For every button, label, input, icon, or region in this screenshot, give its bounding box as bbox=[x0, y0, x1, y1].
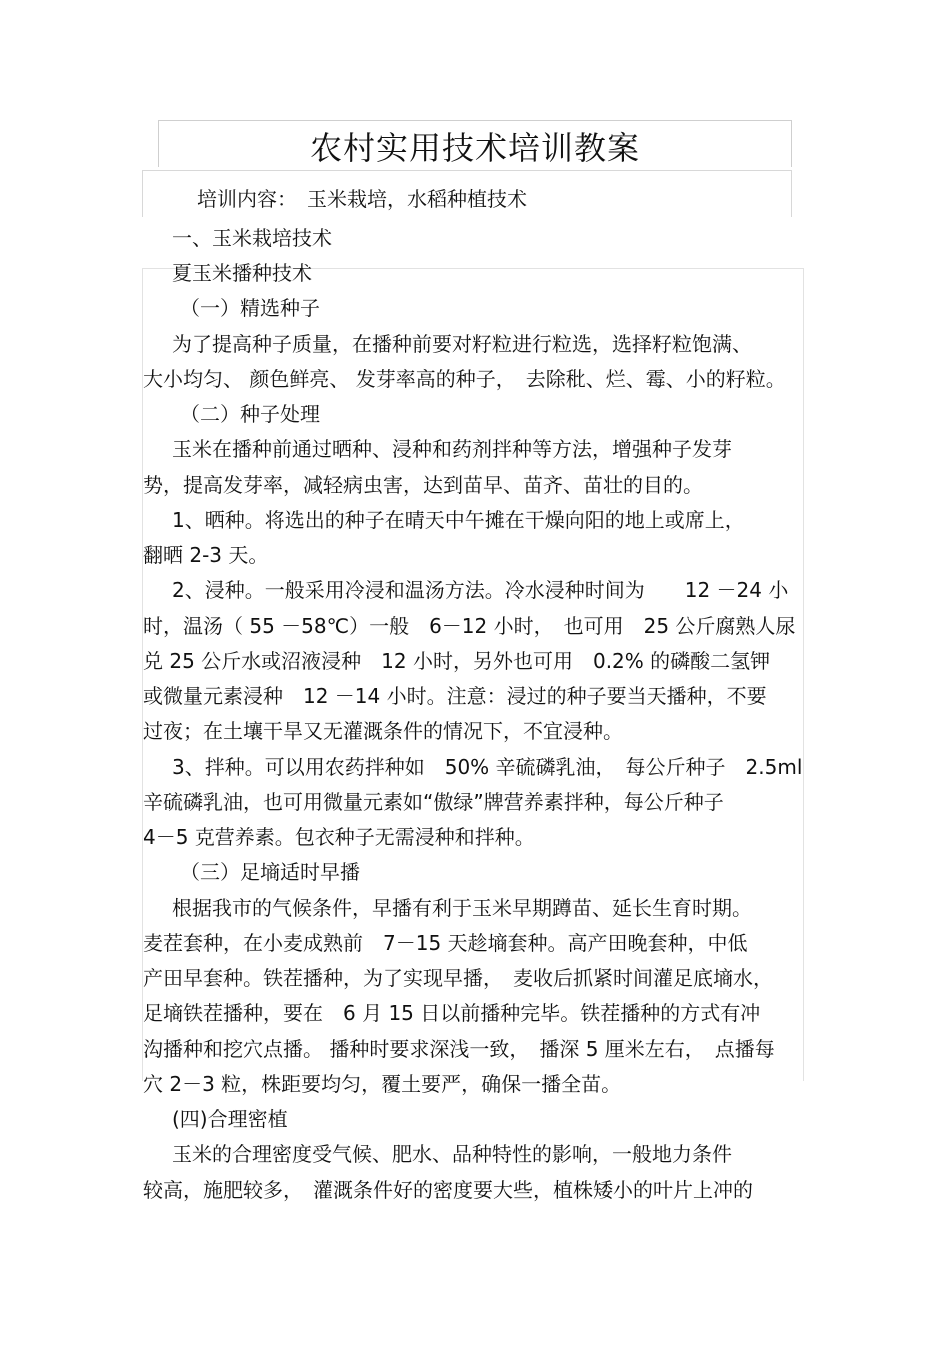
paragraph-line: 大小均匀、 颜色鲜亮、 发芽率高的种子， 去除秕、烂、霉、小的籽粒。 bbox=[143, 367, 786, 391]
subtitle-frame bbox=[142, 170, 792, 217]
paragraph-line: 足墒铁茬播种，要在 6 月 15 日以前播种完毕。铁茬播种的方式有冲 bbox=[143, 1001, 761, 1025]
paragraph-line: 玉米的合理密度受气候、肥水、品种特性的影响，一般地力条件 bbox=[172, 1142, 732, 1166]
section-heading: 一、玉米栽培技术 bbox=[172, 226, 332, 250]
paragraph-line: 麦茬套种，在小麦成熟前 7－15 天趁墒套种。高产田晚套种，中低 bbox=[143, 931, 748, 955]
subsection-heading: 夏玉米播种技术 bbox=[172, 261, 312, 285]
paragraph-line: 辛硫磷乳油，也可用微量元素如“傲绿”牌营养素拌种，每公斤种子 bbox=[143, 790, 724, 814]
step-heading: （二）种子处理 bbox=[180, 402, 320, 426]
training-content: 培训内容： 玉米栽培，水稻种植技术 bbox=[197, 187, 527, 211]
paragraph-line: 3、拌种。可以用农药拌种如 50% 辛硫磷乳油， 每公斤种子 2.5ml bbox=[172, 755, 803, 779]
paragraph-line: 穴 2－3 粒，株距要均匀，覆土要严，确保一播全苗。 bbox=[143, 1072, 622, 1096]
paragraph-line: 沟播种和挖穴点播。 播种时要求深浅一致， 播深 5 厘米左右， 点播每 bbox=[143, 1037, 775, 1061]
paragraph-line: 势，提高发芽率，减轻病虫害，达到苗早、苗齐、苗壮的目的。 bbox=[143, 473, 703, 497]
step-heading: (四)合理密植 bbox=[172, 1107, 288, 1131]
paragraph-line: 1、晒种。将选出的种子在晴天中午摊在干燥向阳的地上或席上， bbox=[172, 508, 745, 532]
step-heading: （三）足墒适时早播 bbox=[180, 860, 360, 884]
page-title: 农村实用技术培训教案 bbox=[309, 129, 640, 167]
step-heading: （一）精选种子 bbox=[180, 296, 320, 320]
paragraph-line: 过夜；在土壤干旱又无灌溉条件的情况下，不宜浸种。 bbox=[143, 719, 623, 743]
paragraph-line: 产田早套种。铁茬播种，为了实现早播， 麦收后抓紧时间灌足底墒水， bbox=[143, 966, 773, 990]
paragraph-line: 时，温汤（ 55 －58℃）一般 6－12 小时， 也可用 25 公斤腐熟人尿 bbox=[143, 614, 796, 638]
paragraph-line: 兑 25 公斤水或沼液浸种 12 小时，另外也可用 0.2% 的磷酸二氢钾 bbox=[143, 649, 771, 673]
paragraph-line: 2、浸种。一般采用冷浸和温汤方法。冷水浸种时间为 12 －24 小 bbox=[172, 578, 789, 602]
paragraph-line: 4－5 克营养素。包衣种子无需浸种和拌种。 bbox=[143, 825, 535, 849]
paragraph-line: 为了提高种子质量，在播种前要对籽粒进行粒选，选择籽粒饱满、 bbox=[172, 332, 752, 356]
paragraph-line: 玉米在播种前通过晒种、浸种和药剂拌种等方法，增强种子发芽 bbox=[172, 437, 732, 461]
paragraph-line: 较高，施肥较多， 灌溉条件好的密度要大些，植株矮小的叶片上冲的 bbox=[143, 1178, 753, 1202]
paragraph-line: 翻晒 2-3 天。 bbox=[143, 543, 269, 567]
paragraph-line: 根据我市的气候条件，早播有利于玉米早期蹲苗、延长生育时期。 bbox=[172, 896, 752, 920]
paragraph-line: 或微量元素浸种 12 －14 小时。注意：浸过的种子要当天播种，不要 bbox=[143, 684, 767, 708]
title-frame bbox=[158, 120, 792, 167]
